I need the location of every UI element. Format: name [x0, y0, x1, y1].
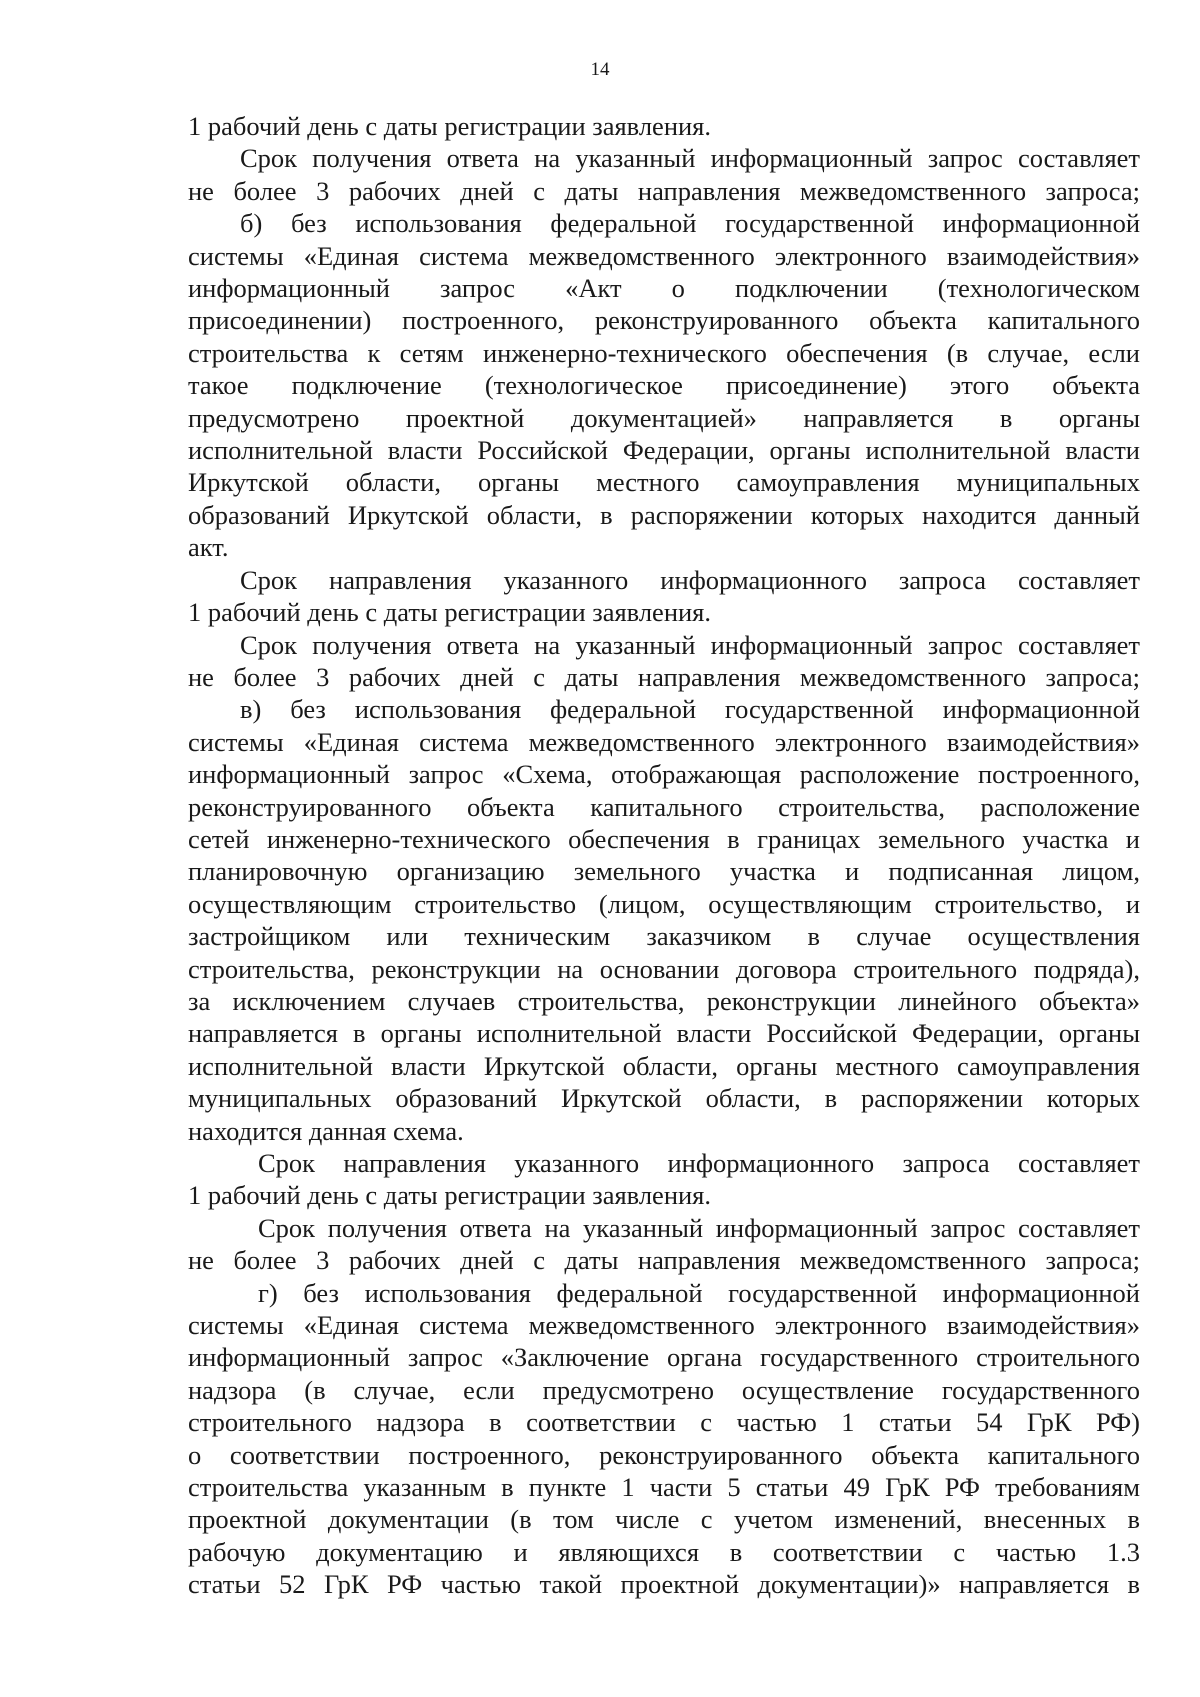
text-line: проектной документации (в том числе с учетом изменений, внесенных в [188, 1504, 1140, 1535]
text-line: о соответствии построенного, реконструированного объекта капитального [188, 1439, 1140, 1470]
text-line: сетей инженерно-технического обеспечения в границах земельного участка и [188, 823, 1140, 854]
text-line: застройщиком или техническим заказчиком в случае осуществления [188, 921, 1140, 952]
paragraph-5 [188, 629, 1140, 694]
text-line: реконструированного объекта капитального строительства, расположение [188, 791, 1140, 822]
text-line: Срок направления указанного информационного запроса составляет [258, 1148, 1140, 1178]
text-line: Срок получения ответа на указанный информационный запрос составляет [240, 143, 1140, 174]
text-line: информационный запрос «Заключение органа государственного строительного [188, 1342, 1140, 1373]
text-line: 1 рабочий день с даты регистрации заявления. [188, 597, 711, 628]
text-line: строительного надзора в соответствии с частью 1 статьи 54 ГрК РФ) [188, 1407, 1140, 1438]
text-line: Иркутской области, органы местного самоуправления муниципальных [188, 467, 1140, 498]
text-line: системы «Единая система межведомственного электронного взаимодействия» [188, 1310, 1140, 1341]
text-line: исполнительной власти Иркутской области, органы местного самоуправления [188, 1050, 1140, 1081]
text-line: направляется в органы исполнительной власти Российской Федерации, органы [188, 1018, 1140, 1049]
paragraph-7-end [188, 1179, 1140, 1211]
text-line: 1 рабочий день с даты регистрации заявления. [188, 111, 711, 141]
paragraph-8 [188, 1212, 1140, 1277]
paragraph-2 [188, 142, 1140, 207]
text-line: строительства указанным в пункте 1 части 5 статьи 49 ГрК РФ требованиям [188, 1472, 1140, 1503]
paragraph-4-end [188, 596, 1140, 628]
text-line: системы «Единая система межведомственного электронного взаимодействия» [188, 726, 1140, 757]
paragraph-3-end [188, 531, 1140, 563]
text-line: строительства, реконструкции на основании договора строительного подряда), [188, 953, 1140, 984]
paragraph-9 [188, 1277, 1140, 1601]
text-line: г) без использования федеральной государственной информационной [258, 1277, 1140, 1308]
text-line: не более 3 рабочих дней с даты направления межведомственного запроса; [188, 661, 1140, 692]
text-line: системы «Единая система межведомственного электронного взаимодействия» [188, 240, 1140, 271]
page-number: 14 [590, 59, 610, 80]
paragraph-6-end [188, 1115, 1140, 1147]
text-line: в) без использования федеральной государственной информационной [240, 694, 1140, 725]
text-line: информационный запрос «Акт о подключении (технологическом [188, 273, 1140, 304]
text-line: исполнительной власти Российской Федерации, органы исполнительной власти [188, 435, 1140, 466]
text-line: планировочную организацию земельного участка и подписанная лицом, [188, 856, 1140, 887]
paragraph-4 [188, 564, 1140, 596]
text-line: Срок получения ответа на указанный информационный запрос составляет [258, 1212, 1140, 1243]
paragraph-7 [188, 1147, 1140, 1179]
text-line: осуществляющим строительство (лицом, осуществляющим строительство, и [188, 888, 1140, 919]
document-body [188, 110, 1140, 1601]
text-line: не более 3 рабочих дней с даты направления межведомственного запроса; [188, 175, 1140, 206]
paragraph-6 [188, 693, 1140, 1114]
text-line: муниципальных образований Иркутской области, в распоряжении которых [188, 1083, 1140, 1114]
paragraph-1 [188, 110, 1140, 142]
text-line: присоединении) построенного, реконструированного объекта капитального [188, 305, 1140, 336]
text-line: такое подключение (технологическое присоединение) этого объекта [188, 370, 1140, 401]
text-line: информационный запрос «Схема, отображающая расположение построенного, [188, 759, 1140, 790]
text-line: статьи 52 ГрК РФ частью такой проектной документации)» направляется в [188, 1569, 1140, 1600]
text-line: б) без использования федеральной государственной информационной [240, 208, 1140, 239]
text-line: Срок направления указанного информационного запроса составляет [240, 564, 1140, 595]
text-line: не более 3 рабочих дней с даты направления межведомственного запроса; [188, 1245, 1140, 1276]
text-line: Срок получения ответа на указанный информационный запрос составляет [240, 629, 1140, 660]
paragraph-3 [188, 207, 1140, 531]
text-line: предусмотрено проектной документацией» направляется в органы [188, 402, 1140, 433]
text-line: за исключением случаев строительства, реконструкции линейного объекта» [188, 985, 1140, 1016]
text-line: рабочую документацию и являющихся в соответствии с частью 1.3 [188, 1536, 1140, 1567]
text-line: надзора (в случае, если предусмотрено осуществление государственного [188, 1374, 1140, 1405]
text-line: находится данная схема. [188, 1115, 464, 1146]
text-line: акт. [188, 532, 229, 563]
text-line: строительства к сетям инженерно-технического обеспечения (в случае, если [188, 337, 1140, 368]
text-line: образований Иркутской области, в распоряжении которых находится данный [188, 499, 1140, 530]
text-line: 1 рабочий день с даты регистрации заявления. [188, 1180, 711, 1211]
